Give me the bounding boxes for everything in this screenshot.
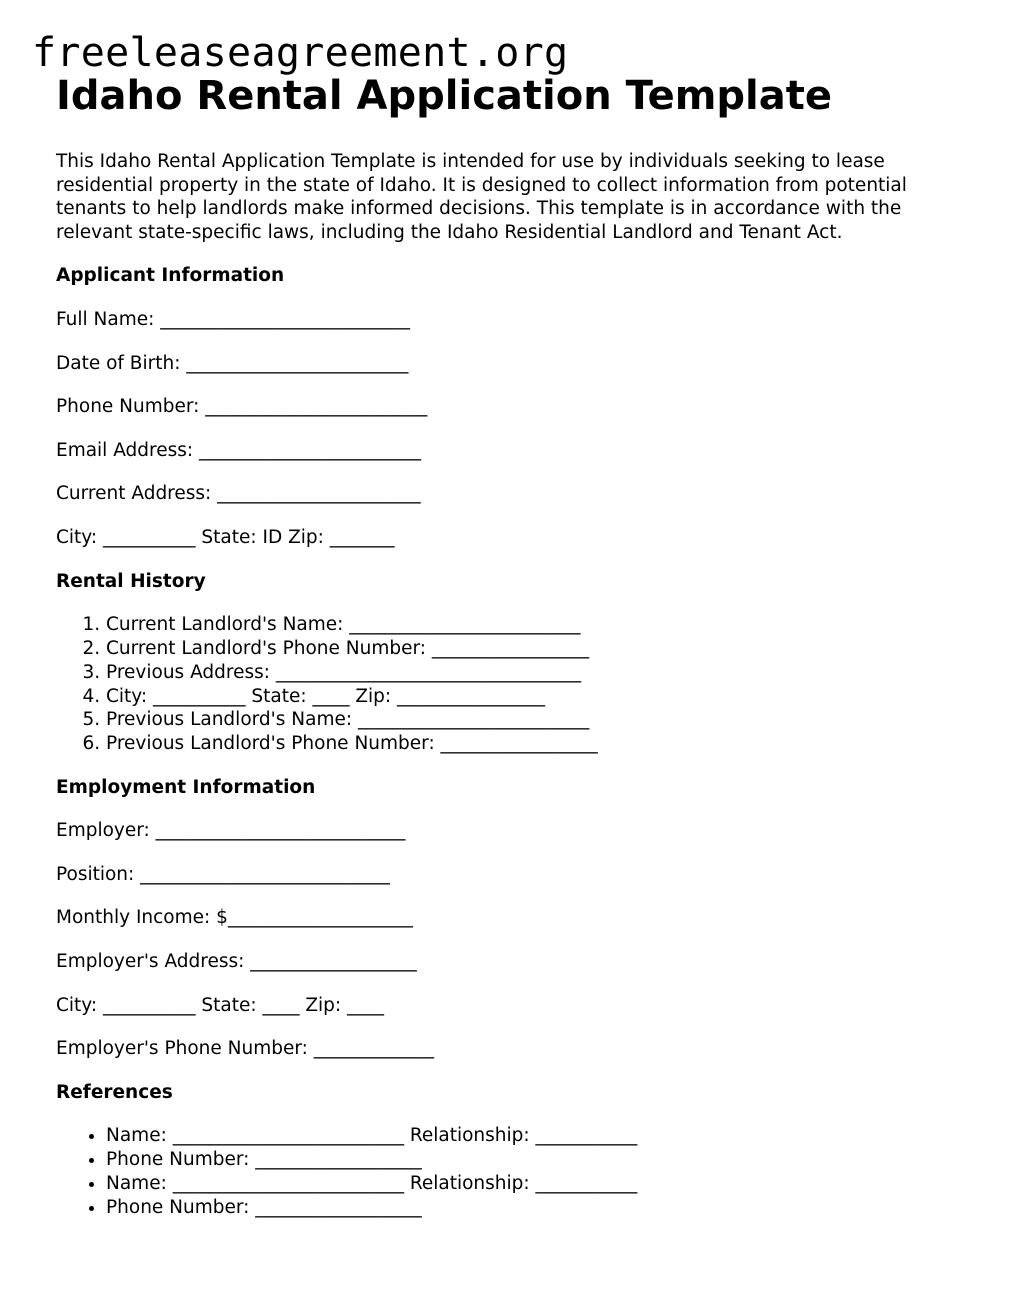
list-item: 5. Previous Landlord's Name: _________________________: [106, 708, 956, 732]
rental-history-heading: Rental History: [56, 570, 206, 592]
watermark-text: freeleaseagreement.org: [32, 30, 569, 76]
list-item: 3. Previous Address: _________________________________: [106, 661, 956, 685]
references-list: [56, 1124, 956, 1219]
references-heading: References: [56, 1081, 173, 1103]
city-state-zip-field: City: __________ State: ID Zip: _______: [56, 526, 395, 548]
intro-paragraph: This Idaho Rental Application Template is intended for use by individuals seeking to lease residential property in the state of Idaho. It is designed to collect information from potential tenants to help landlords make informed decisions. This template is in accordance with the relevant state-specific laws, including the Idaho Residential Landlord and Tenant Act.: [56, 151, 907, 244]
position-field: Position: ___________________________: [56, 863, 390, 885]
employer-phone-field: Employer's Phone Number: _____________: [56, 1038, 434, 1060]
list-item: 1. Current Landlord's Name: _________________________: [106, 613, 956, 637]
full-name-field: Full Name: ___________________________: [56, 309, 410, 330]
document-body: [56, 72, 956, 1219]
list-item: • Phone Number: __________________: [106, 1148, 956, 1172]
employer-address-field: Employer's Address: __________________: [56, 950, 417, 972]
applicant-heading: Applicant Information: [56, 265, 285, 287]
email-address-field: Email Address: ________________________: [56, 439, 421, 461]
current-address-field: Current Address: ______________________: [56, 483, 421, 505]
employer-city-state-zip-field: City: __________ State: ____ Zip: ____: [56, 994, 385, 1016]
monthly-income-field: Monthly Income: $____________________: [56, 907, 413, 929]
rental-history-list: [56, 613, 956, 756]
list-item: 4. City: __________ State: ____ Zip: ________________: [106, 685, 956, 709]
list-item: • Phone Number: __________________: [106, 1196, 956, 1220]
employer-field: Employer: ___________________________: [56, 820, 406, 842]
list-item: • Name: _________________________ Relationship: ___________: [106, 1172, 956, 1196]
list-item: 6. Previous Landlord's Phone Number: _________________: [106, 732, 956, 756]
employment-heading: Employment Information: [56, 776, 316, 798]
list-item: • Name: _________________________ Relationship: ___________: [106, 1124, 956, 1148]
list-item: 2. Current Landlord's Phone Number: _________________: [106, 637, 956, 661]
date-of-birth-field: Date of Birth: ________________________: [56, 352, 409, 374]
phone-number-field: Phone Number: ________________________: [56, 396, 428, 418]
page-title: Idaho Rental Application Template: [56, 73, 832, 119]
